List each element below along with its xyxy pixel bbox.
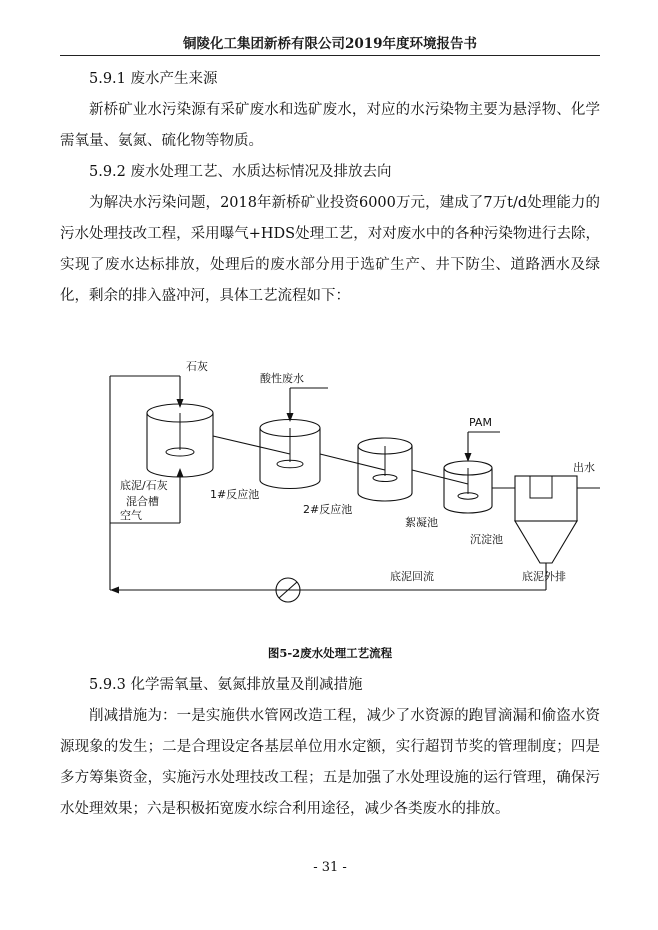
paragraph-5-9-1: 新桥矿业水污染源有采矿废水和选矿废水，对应的水污染物主要为悬浮物、化学需氧量、氨氮、硫化物等物质。 [60,102,600,149]
label-effluent: 出水 [573,461,595,474]
paragraph-5-9-2: 为解决水污染问题，2018年新桥矿业投资6000万元，建成了7万t/d处理能力的污水处理技改工程，采用曝气+HDS处理工艺，对对废水中的各种污染物进行去除，实现了废水达标排放，处理后的废水部分用于选矿生产、井下防尘、道路洒水及绿化，剩余的排入盛冲河，具体工艺流程如下： [60,195,600,304]
section-heading-5-9-1: 5.9.1 废水产生来源 [89,71,218,87]
label-lime: 石灰 [186,360,208,373]
label-sludge-lime-tank-2: 混合槽 [126,495,159,508]
header-divider [60,55,600,56]
label-air: 空气 [120,509,142,522]
section-heading-5-9-2: 5.9.2 废水处理工艺、水质达标情况及排放去向 [89,164,392,180]
label-acid-waste: 酸性废水 [260,372,304,385]
label-reactor-2: 2#反应池 [303,503,353,516]
paragraph-5-9-3: 削减措施为：一是实施供水管网改造工程，减少了水资源的跑冒滴漏和偷盗水资源现象的发生；二是合理设定各基层单位用水定额，实行超罚节奖的管理制度；四是多方筹集资金，实施污水处理技改工程；五是加强了水处理设施的运行管理，确保污水处理效果；六是积极拓宽废水综合利用途径，减少各类废水的排放。 [60,708,600,817]
process-flow-diagram [60,358,600,638]
label-reactor-1: 1#反应池 [210,488,260,501]
process-flow-figure [60,358,600,638]
label-flocculation: 絮凝池 [405,516,438,529]
section-heading-5-9-3: 5.9.3 化学需氧量、氨氮排放量及削减措施 [89,677,363,693]
label-sludge-return: 底泥回流 [390,570,434,583]
page-content [60,0,600,930]
label-sludge-discharge: 底泥外排 [522,570,566,583]
label-sludge-lime-tank: 底泥/石灰 [120,479,168,492]
page-header: 铜陵化工集团新桥有限公司2019年度环境报告书 [182,36,478,52]
label-pam: PAM [469,416,492,429]
page-number: - 31 - [313,860,347,875]
figure-caption: 图5-2废水处理工艺流程 [267,646,393,660]
label-sedimentation: 沉淀池 [470,533,503,546]
